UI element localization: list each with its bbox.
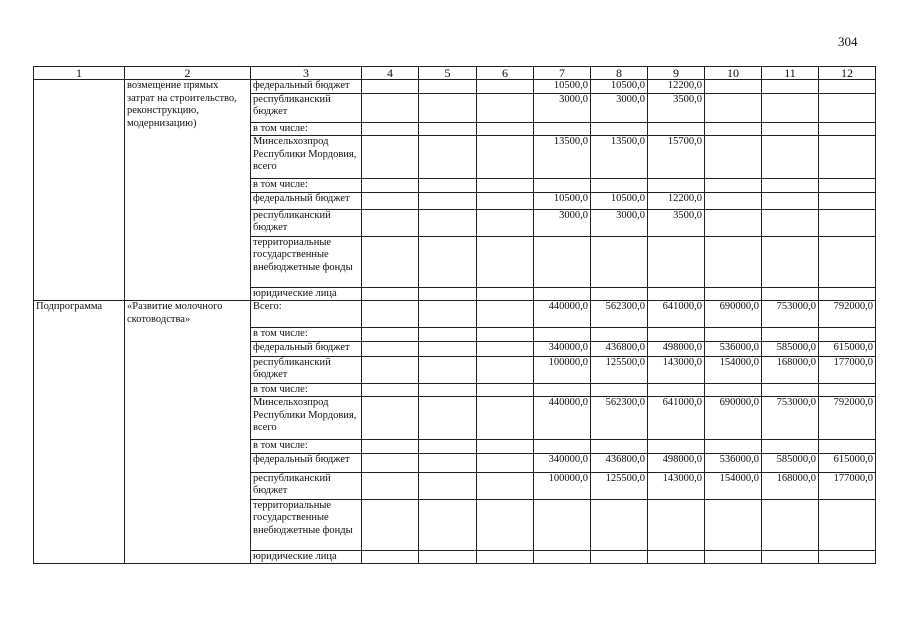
value-cell-col-8 <box>591 236 648 287</box>
value-cell-col-11 <box>762 383 819 397</box>
value-cell-col-7 <box>534 383 591 397</box>
value-cell-col-9 <box>648 179 705 193</box>
funding-source-cell: юридические лица <box>251 550 362 564</box>
column-header-10: 10 <box>705 67 762 80</box>
value-cell-col-12: 177000,0 <box>819 356 876 383</box>
value-cell-col-10 <box>705 209 762 236</box>
value-cell-col-10 <box>705 550 762 564</box>
value-cell-col-7: 340000,0 <box>534 453 591 472</box>
value-cell-col-7: 10500,0 <box>534 192 591 209</box>
value-cell-col-6 <box>477 301 534 328</box>
value-cell-col-6 <box>477 93 534 122</box>
value-cell-col-4 <box>362 192 419 209</box>
value-cell-col-6 <box>477 136 534 179</box>
value-cell-col-10 <box>705 192 762 209</box>
value-cell-col-12 <box>819 499 876 550</box>
column-header-8: 8 <box>591 67 648 80</box>
value-cell-col-12: 615000,0 <box>819 453 876 472</box>
value-cell-col-7: 340000,0 <box>534 341 591 356</box>
page-number: 304 <box>838 34 858 49</box>
value-cell-col-7: 13500,0 <box>534 136 591 179</box>
funding-source-cell: республиканский бюджет <box>251 356 362 383</box>
value-cell-col-7 <box>534 179 591 193</box>
value-cell-col-12: 792000,0 <box>819 301 876 328</box>
funding-source-cell: в том числе: <box>251 179 362 193</box>
value-cell-col-4 <box>362 453 419 472</box>
funding-source-cell: в том числе: <box>251 328 362 342</box>
value-cell-col-6 <box>477 287 534 301</box>
funding-source-cell: в том числе: <box>251 122 362 136</box>
value-cell-col-4 <box>362 80 419 94</box>
value-cell-col-7 <box>534 328 591 342</box>
value-cell-col-5 <box>419 301 477 328</box>
funding-source-cell: Минсельхозпрод Республики Мордовия, всего <box>251 136 362 179</box>
table-row <box>34 80 876 94</box>
value-cell-col-10 <box>705 499 762 550</box>
value-cell-col-6 <box>477 328 534 342</box>
column-header-6: 6 <box>477 67 534 80</box>
value-cell-col-8 <box>591 328 648 342</box>
value-cell-col-10: 154000,0 <box>705 356 762 383</box>
value-cell-col-5 <box>419 383 477 397</box>
value-cell-col-5 <box>419 209 477 236</box>
value-cell-col-12 <box>819 209 876 236</box>
value-cell-col-10: 536000,0 <box>705 341 762 356</box>
funding-source-cell: территориальные государственные внебюджетные фонды <box>251 499 362 550</box>
value-cell-col-6 <box>477 440 534 454</box>
value-cell-col-9 <box>648 499 705 550</box>
value-cell-col-5 <box>419 499 477 550</box>
value-cell-col-10: 154000,0 <box>705 472 762 499</box>
value-cell-col-10 <box>705 383 762 397</box>
value-cell-col-5 <box>419 80 477 94</box>
value-cell-col-6 <box>477 472 534 499</box>
column-header-9: 9 <box>648 67 705 80</box>
funding-source-cell: федеральный бюджет <box>251 453 362 472</box>
value-cell-col-6 <box>477 356 534 383</box>
value-cell-col-11: 753000,0 <box>762 397 819 440</box>
value-cell-col-7: 100000,0 <box>534 472 591 499</box>
funding-source-cell: Всего: <box>251 301 362 328</box>
value-cell-col-4 <box>362 440 419 454</box>
value-cell-col-9: 12200,0 <box>648 192 705 209</box>
value-cell-col-7 <box>534 440 591 454</box>
value-cell-col-8 <box>591 383 648 397</box>
value-cell-col-4 <box>362 499 419 550</box>
column-header-11: 11 <box>762 67 819 80</box>
value-cell-col-5 <box>419 356 477 383</box>
column-header-3: 3 <box>251 67 362 80</box>
column-header-5: 5 <box>419 67 477 80</box>
funding-source-cell: Минсельхозпрод Республики Мордовия, всего <box>251 397 362 440</box>
value-cell-col-11 <box>762 328 819 342</box>
value-cell-col-7 <box>534 499 591 550</box>
column-header-1: 1 <box>34 67 125 80</box>
value-cell-col-10: 690000,0 <box>705 301 762 328</box>
funding-source-cell: в том числе: <box>251 383 362 397</box>
value-cell-col-7: 10500,0 <box>534 80 591 94</box>
value-cell-col-9 <box>648 440 705 454</box>
value-cell-col-7: 440000,0 <box>534 301 591 328</box>
value-cell-col-10 <box>705 328 762 342</box>
value-cell-col-11 <box>762 550 819 564</box>
value-cell-col-6 <box>477 341 534 356</box>
column-header-4: 4 <box>362 67 419 80</box>
funding-source-cell: юридические лица <box>251 287 362 301</box>
value-cell-col-6 <box>477 179 534 193</box>
value-cell-col-12 <box>819 550 876 564</box>
value-cell-col-4 <box>362 301 419 328</box>
value-cell-col-11 <box>762 179 819 193</box>
value-cell-col-8: 3000,0 <box>591 93 648 122</box>
value-cell-col-11: 168000,0 <box>762 356 819 383</box>
value-cell-col-11 <box>762 499 819 550</box>
value-cell-col-9 <box>648 383 705 397</box>
value-cell-col-9 <box>648 287 705 301</box>
value-cell-col-6 <box>477 550 534 564</box>
value-cell-col-6 <box>477 80 534 94</box>
value-cell-col-8 <box>591 499 648 550</box>
value-cell-col-8 <box>591 287 648 301</box>
value-cell-col-12 <box>819 80 876 94</box>
value-cell-col-5 <box>419 397 477 440</box>
value-cell-col-5 <box>419 136 477 179</box>
value-cell-col-11 <box>762 192 819 209</box>
value-cell-col-11: 585000,0 <box>762 341 819 356</box>
value-cell-col-5 <box>419 122 477 136</box>
value-cell-col-6 <box>477 209 534 236</box>
value-cell-col-6 <box>477 499 534 550</box>
funding-source-cell: федеральный бюджет <box>251 192 362 209</box>
value-cell-col-4 <box>362 236 419 287</box>
value-cell-col-7 <box>534 550 591 564</box>
value-cell-col-10: 690000,0 <box>705 397 762 440</box>
value-cell-col-11: 753000,0 <box>762 301 819 328</box>
value-cell-col-11 <box>762 209 819 236</box>
value-cell-col-8 <box>591 122 648 136</box>
value-cell-col-10: 536000,0 <box>705 453 762 472</box>
value-cell-col-5 <box>419 192 477 209</box>
program-type-cell <box>34 80 125 301</box>
value-cell-col-5 <box>419 550 477 564</box>
value-cell-col-7: 3000,0 <box>534 209 591 236</box>
value-cell-col-9: 3500,0 <box>648 209 705 236</box>
value-cell-col-8: 436800,0 <box>591 341 648 356</box>
value-cell-col-8 <box>591 440 648 454</box>
value-cell-col-4 <box>362 209 419 236</box>
value-cell-col-11 <box>762 236 819 287</box>
value-cell-col-4 <box>362 179 419 193</box>
value-cell-col-10 <box>705 440 762 454</box>
value-cell-col-5 <box>419 440 477 454</box>
value-cell-col-11 <box>762 80 819 94</box>
program-name-cell: «Развитие молочного скотоводства» <box>125 301 251 564</box>
value-cell-col-12 <box>819 236 876 287</box>
value-cell-col-7: 100000,0 <box>534 356 591 383</box>
column-header-12: 12 <box>819 67 876 80</box>
value-cell-col-5 <box>419 93 477 122</box>
value-cell-col-12 <box>819 192 876 209</box>
value-cell-col-4 <box>362 341 419 356</box>
value-cell-col-11 <box>762 287 819 301</box>
value-cell-col-9: 12200,0 <box>648 80 705 94</box>
value-cell-col-12 <box>819 179 876 193</box>
value-cell-col-4 <box>362 287 419 301</box>
value-cell-col-9: 641000,0 <box>648 397 705 440</box>
value-cell-col-6 <box>477 122 534 136</box>
funding-source-cell: республиканский бюджет <box>251 472 362 499</box>
value-cell-col-8: 3000,0 <box>591 209 648 236</box>
value-cell-col-7 <box>534 287 591 301</box>
funding-source-cell: республиканский бюджет <box>251 209 362 236</box>
value-cell-col-6 <box>477 192 534 209</box>
value-cell-col-10 <box>705 80 762 94</box>
value-cell-col-11 <box>762 93 819 122</box>
value-cell-col-12 <box>819 328 876 342</box>
value-cell-col-5 <box>419 236 477 287</box>
value-cell-col-11 <box>762 122 819 136</box>
value-cell-col-8 <box>591 550 648 564</box>
funding-source-cell: федеральный бюджет <box>251 80 362 94</box>
value-cell-col-9 <box>648 550 705 564</box>
value-cell-col-12 <box>819 440 876 454</box>
value-cell-col-10 <box>705 179 762 193</box>
value-cell-col-9: 3500,0 <box>648 93 705 122</box>
value-cell-col-9: 498000,0 <box>648 453 705 472</box>
value-cell-col-10 <box>705 136 762 179</box>
value-cell-col-11: 168000,0 <box>762 472 819 499</box>
value-cell-col-4 <box>362 122 419 136</box>
value-cell-col-5 <box>419 341 477 356</box>
value-cell-col-10 <box>705 287 762 301</box>
value-cell-col-5 <box>419 472 477 499</box>
value-cell-col-9: 498000,0 <box>648 341 705 356</box>
value-cell-col-11 <box>762 136 819 179</box>
budget-table <box>33 66 876 564</box>
value-cell-col-5 <box>419 453 477 472</box>
value-cell-col-5 <box>419 287 477 301</box>
value-cell-col-8: 10500,0 <box>591 80 648 94</box>
column-header-2: 2 <box>125 67 251 80</box>
value-cell-col-8: 125500,0 <box>591 356 648 383</box>
funding-source-cell: в том числе: <box>251 440 362 454</box>
funding-source-cell: федеральный бюджет <box>251 341 362 356</box>
value-cell-col-7: 3000,0 <box>534 93 591 122</box>
value-cell-col-10 <box>705 122 762 136</box>
funding-source-cell: республиканский бюджет <box>251 93 362 122</box>
value-cell-col-8: 436800,0 <box>591 453 648 472</box>
funding-source-cell: территориальные государственные внебюджетные фонды <box>251 236 362 287</box>
value-cell-col-4 <box>362 397 419 440</box>
value-cell-col-4 <box>362 356 419 383</box>
value-cell-col-12 <box>819 122 876 136</box>
value-cell-col-11: 585000,0 <box>762 453 819 472</box>
value-cell-col-8: 562300,0 <box>591 397 648 440</box>
value-cell-col-12 <box>819 93 876 122</box>
program-name-cell: возмещение прямых затрат на строительство, реконструкцию, модернизацию) <box>125 80 251 301</box>
value-cell-col-6 <box>477 397 534 440</box>
value-cell-col-10 <box>705 93 762 122</box>
value-cell-col-6 <box>477 453 534 472</box>
value-cell-col-9: 143000,0 <box>648 356 705 383</box>
value-cell-col-12 <box>819 136 876 179</box>
value-cell-col-12: 615000,0 <box>819 341 876 356</box>
value-cell-col-5 <box>419 179 477 193</box>
value-cell-col-7 <box>534 122 591 136</box>
value-cell-col-8: 562300,0 <box>591 301 648 328</box>
value-cell-col-6 <box>477 236 534 287</box>
value-cell-col-8: 13500,0 <box>591 136 648 179</box>
value-cell-col-8: 125500,0 <box>591 472 648 499</box>
value-cell-col-5 <box>419 328 477 342</box>
value-cell-col-9: 143000,0 <box>648 472 705 499</box>
value-cell-col-4 <box>362 93 419 122</box>
value-cell-col-9: 15700,0 <box>648 136 705 179</box>
value-cell-col-10 <box>705 236 762 287</box>
value-cell-col-4 <box>362 328 419 342</box>
value-cell-col-4 <box>362 472 419 499</box>
value-cell-col-9 <box>648 122 705 136</box>
program-type-cell: Подпрограмма <box>34 301 125 564</box>
value-cell-col-12 <box>819 287 876 301</box>
value-cell-col-9 <box>648 328 705 342</box>
value-cell-col-7 <box>534 236 591 287</box>
value-cell-col-9 <box>648 236 705 287</box>
value-cell-col-8: 10500,0 <box>591 192 648 209</box>
table-row <box>34 301 876 328</box>
value-cell-col-12: 792000,0 <box>819 397 876 440</box>
value-cell-col-12 <box>819 383 876 397</box>
value-cell-col-4 <box>362 136 419 179</box>
value-cell-col-4 <box>362 383 419 397</box>
value-cell-col-4 <box>362 550 419 564</box>
value-cell-col-6 <box>477 383 534 397</box>
value-cell-col-7: 440000,0 <box>534 397 591 440</box>
column-header-row <box>34 67 876 80</box>
value-cell-col-9: 641000,0 <box>648 301 705 328</box>
value-cell-col-8 <box>591 179 648 193</box>
value-cell-col-12: 177000,0 <box>819 472 876 499</box>
column-header-7: 7 <box>534 67 591 80</box>
value-cell-col-11 <box>762 440 819 454</box>
